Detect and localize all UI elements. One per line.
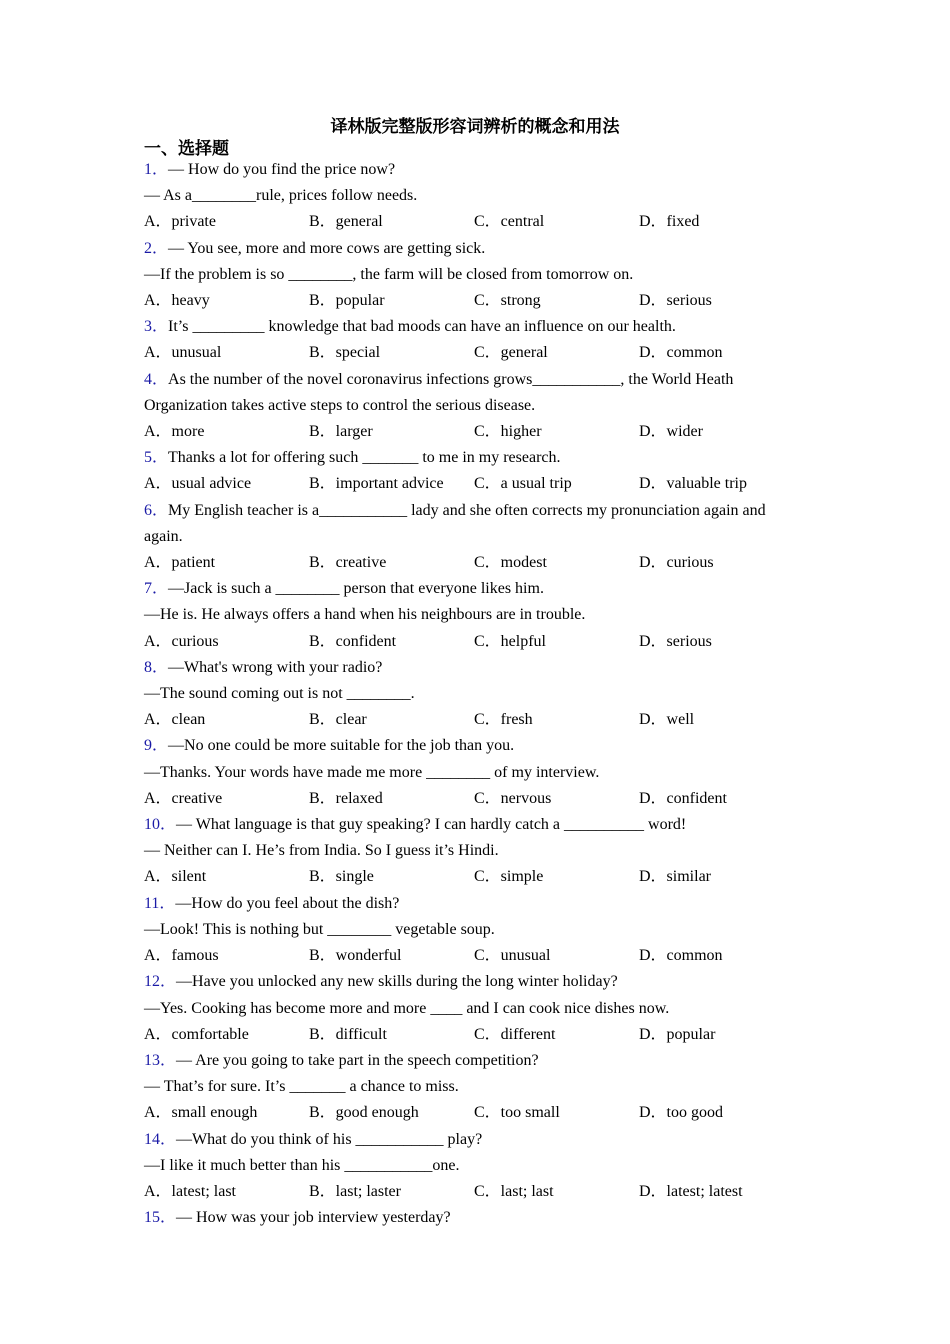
question-stem — [144, 1048, 804, 1074]
question-text: Organization takes active steps to control the serious disease. — [144, 396, 536, 414]
question-text: —Jack is such a ________ person that everyone likes him. — [168, 580, 544, 598]
question-text: —He is. He always offers a hand when his neighbours are in trouble. — [144, 606, 586, 624]
answer-option: C．simple — [474, 868, 544, 886]
answer-option: B．creative — [309, 554, 387, 572]
answer-option: C．higher — [474, 423, 542, 441]
answer-option: D．wider — [639, 423, 703, 441]
question-text: —How do you feel about the dish? — [175, 894, 400, 912]
question-stem-continued — [144, 262, 804, 288]
question-text: — How do you find the price now? — [168, 161, 396, 178]
question-2 — [144, 236, 804, 315]
answer-option: C．last; last — [474, 1182, 554, 1200]
answer-option: C．general — [474, 344, 548, 362]
answer-option: B．difficult — [309, 1025, 387, 1043]
answer-option: A．silent — [144, 868, 207, 886]
answer-option: A．comfortable — [144, 1025, 249, 1043]
section-heading: 一、选择题 — [144, 139, 229, 159]
answer-option: A．famous — [144, 947, 219, 965]
answer-options — [144, 707, 804, 733]
answer-option: D．serious — [639, 292, 712, 310]
answer-option: D．curious — [639, 554, 714, 572]
answer-option: C．different — [474, 1025, 556, 1043]
answer-option: C．too small — [474, 1104, 560, 1122]
question-6 — [144, 498, 804, 577]
question-stem-continued — [144, 524, 804, 550]
answer-options — [144, 471, 804, 497]
answer-option: D．similar — [639, 868, 711, 886]
question-text: — How was your job interview yesterday? — [176, 1209, 451, 1227]
answer-option: D．popular — [639, 1025, 716, 1043]
question-number: 15． — [144, 1209, 177, 1227]
question-stem-continued — [144, 838, 804, 864]
question-text: — What language is that guy speaking? I can hardly catch a __________ word! — [176, 816, 687, 834]
answer-option: A．latest; last — [144, 1182, 236, 1200]
answer-option: A．private — [144, 213, 216, 231]
question-number: 7． — [144, 580, 169, 598]
answer-option: A．clean — [144, 711, 206, 729]
question-text: —No one could be more suitable for the job than you. — [168, 737, 515, 755]
question-text: — Neither can I. He’s from India. So I guess it’s Hindi. — [144, 842, 499, 860]
answer-options — [144, 288, 804, 314]
question-stem-continued — [144, 1153, 804, 1179]
question-number: 12． — [144, 973, 177, 991]
answer-options — [144, 864, 804, 890]
answer-option: B．clear — [309, 711, 367, 729]
answer-options — [144, 786, 804, 812]
question-text: —The sound coming out is not ________. — [144, 685, 415, 703]
answer-options — [144, 1100, 804, 1126]
question-stem — [144, 891, 804, 917]
question-stem — [144, 969, 804, 995]
answer-option: B．special — [309, 344, 381, 362]
question-number: 10． — [144, 816, 177, 834]
answer-option: B．important advice — [309, 475, 444, 493]
question-stem-continued — [144, 996, 804, 1022]
answer-options — [144, 943, 804, 969]
question-9 — [144, 733, 804, 812]
answer-option: C．central — [474, 213, 545, 231]
answer-option: D．valuable trip — [639, 475, 747, 493]
question-stem — [144, 367, 804, 393]
answer-option: A．small enough — [144, 1104, 258, 1122]
question-number: 1． — [144, 161, 169, 178]
answer-options — [144, 629, 804, 655]
question-stem-continued — [144, 760, 804, 786]
question-stem — [144, 655, 804, 681]
question-stem-continued — [144, 917, 804, 943]
question-text: —If the problem is so ________, the farm will be closed from tomorrow on. — [144, 265, 634, 283]
question-14 — [144, 1127, 804, 1206]
answer-option: A．curious — [144, 632, 219, 650]
question-text: —What's wrong with your radio? — [168, 658, 383, 676]
question-text: —Look! This is nothing but ________ vegetable soup. — [144, 920, 495, 938]
answer-options — [144, 340, 804, 366]
answer-option: B．general — [309, 213, 383, 231]
answer-option: D．serious — [639, 632, 712, 650]
answer-option: C．helpful — [474, 632, 546, 650]
question-text: —Have you unlocked any new skills during the long winter holiday? — [176, 973, 618, 991]
question-text: My English teacher is a___________ lady and she often corrects my pronunciation again and — [168, 501, 766, 519]
answer-option: B．last; laster — [309, 1182, 401, 1200]
question-4 — [144, 367, 804, 446]
answer-option: D．well — [639, 711, 695, 729]
question-3 — [144, 314, 804, 366]
answer-option: C．modest — [474, 554, 547, 572]
question-7 — [144, 576, 804, 655]
answer-option: D．too good — [639, 1104, 724, 1122]
question-number: 13． — [144, 1051, 177, 1069]
answer-options — [144, 419, 804, 445]
answer-option: B．good enough — [309, 1104, 419, 1122]
question-stem — [144, 1127, 804, 1153]
question-13 — [144, 1048, 804, 1127]
answer-option: B．single — [309, 868, 374, 886]
question-text: As the number of the novel coronavirus infections grows___________, the World Heath — [168, 370, 734, 388]
question-stem — [144, 445, 804, 471]
question-stem — [144, 236, 804, 262]
answer-option: D．confident — [639, 789, 727, 807]
answer-option: A．usual advice — [144, 475, 252, 493]
question-stem-continued — [144, 183, 804, 209]
question-stem — [144, 314, 804, 340]
question-text: — That’s for sure. It’s _______ a chance to miss. — [144, 1078, 459, 1096]
answer-option: C．unusual — [474, 947, 551, 965]
answer-option: C．fresh — [474, 711, 533, 729]
question-1 — [144, 157, 804, 236]
answer-option: B．larger — [309, 423, 373, 441]
question-stem — [144, 498, 804, 524]
answer-options — [144, 550, 804, 576]
question-number: 6． — [144, 501, 169, 519]
question-stem — [144, 812, 804, 838]
answer-option: B．confident — [309, 632, 397, 650]
answer-option: A．patient — [144, 554, 216, 572]
question-text: — You see, more and more cows are getting sick. — [168, 239, 486, 257]
answer-option: B．popular — [309, 292, 385, 310]
question-number: 3． — [144, 318, 169, 336]
question-number: 11． — [144, 894, 176, 912]
question-stem-continued — [144, 393, 804, 419]
answer-option: B．wonderful — [309, 947, 402, 965]
question-12 — [144, 969, 804, 1048]
answer-option: D．latest; latest — [639, 1182, 743, 1200]
question-text: —Yes. Cooking has become more and more ____ and I can cook nice dishes now. — [144, 999, 670, 1017]
question-15 — [144, 1205, 804, 1231]
document-title: 译林版完整版形容词辨析的概念和用法 — [330, 117, 620, 137]
answer-option: A．unusual — [144, 344, 222, 362]
answer-option: C．nervous — [474, 789, 552, 807]
question-list — [144, 157, 804, 1231]
question-text: — Are you going to take part in the speech competition? — [176, 1051, 539, 1069]
answer-options — [144, 1022, 804, 1048]
question-8 — [144, 655, 804, 734]
question-number: 8． — [144, 658, 169, 676]
question-5 — [144, 445, 804, 497]
answer-options — [144, 209, 804, 235]
answer-option: C．a usual trip — [474, 475, 572, 493]
question-stem-continued — [144, 681, 804, 707]
answer-option: D．fixed — [639, 213, 700, 231]
question-number: 2． — [144, 239, 169, 257]
question-stem-continued — [144, 602, 804, 628]
question-text: Thanks a lot for offering such _______ to me in my research. — [168, 449, 561, 467]
question-stem — [144, 1205, 804, 1231]
question-text: —What do you think of his ___________ play? — [176, 1130, 483, 1148]
question-text: —Thanks. Your words have made me more ________ of my interview. — [144, 763, 600, 781]
question-text: —I like it much better than his ___________one. — [144, 1156, 460, 1174]
question-number: 14． — [144, 1130, 177, 1148]
answer-option: C．strong — [474, 292, 541, 310]
question-text: — As a________rule, prices follow needs. — [144, 187, 418, 205]
question-10 — [144, 812, 804, 891]
answer-option: D．common — [639, 947, 723, 965]
answer-option: D．common — [639, 344, 723, 362]
question-stem-continued — [144, 1074, 804, 1100]
question-text: It’s _________ knowledge that bad moods can have an influence on our health. — [168, 318, 676, 336]
question-text: again. — [144, 527, 183, 545]
answer-option: A．more — [144, 423, 205, 441]
question-11 — [144, 891, 804, 970]
question-stem — [144, 733, 804, 759]
question-number: 4． — [144, 370, 169, 388]
question-stem — [144, 157, 804, 183]
answer-option: B．relaxed — [309, 789, 383, 807]
answer-option: A．creative — [144, 789, 223, 807]
question-stem — [144, 576, 804, 602]
answer-options — [144, 1179, 804, 1205]
answer-option: A．heavy — [144, 292, 210, 310]
question-number: 9． — [144, 737, 169, 755]
question-number: 5． — [144, 449, 169, 467]
